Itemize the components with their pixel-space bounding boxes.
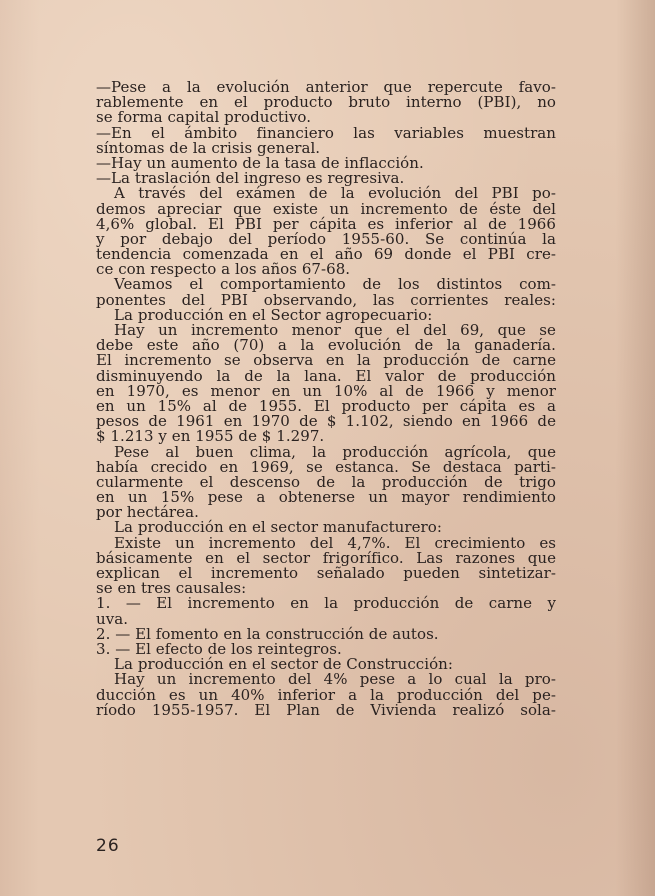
text-line: —Pese a la evolución anterior que repercute favo- [96,78,556,96]
text-line: ponentes del PBI observando, las corrientes reales: [96,290,556,309]
text-line: cularmente el descenso de la producción de trigo [96,472,556,491]
text-line: 2. — El fomento en la construcción de autos. [96,624,439,643]
text-line: Pese al buen clima, la producción agrícola, que [114,442,556,461]
text-line: en 1970, es menor en un 10% al de 1966 y menor [96,381,556,400]
text-line: Veamos el comportamiento de los distintos com- [114,275,556,294]
text-line: —En el ámbito financiero las variables muestran [96,123,556,142]
text-line: ducción es un 40% inferior a la producción del pe- [96,685,556,704]
text-line: La producción en el sector manufacturero: [114,518,442,537]
body-text [96,80,556,718]
text-line: Hay un incremento menor que el del 69, que se [114,321,556,339]
text-line: —La traslación del ingreso es regresiva. [96,169,405,188]
text-line: 1. — El incremento en la producción de carne y [96,594,556,613]
text-line: ríodo 1955-1957. El Plan de Vivienda realizó sola- [96,700,556,719]
text-line: 3. — El efecto de los reintegros. [96,639,342,658]
text-line: 4,6% global. El PBI per cápita es inferior al de 1966 [96,214,556,233]
text-line: A través del exámen de la evolución del PBI po- [114,184,556,203]
text-line: rablemente en el producto bruto interno (PBI), no [96,93,556,112]
text-line: pesos de 1961 en 1970 de $ 1.102, siendo en 1966 de [96,412,556,431]
text-line: y por debajo del período 1955-60. Se continúa la [96,229,556,248]
text-line: demos apreciar que existe un incremento de éste del [96,199,556,218]
text-line: en un 15% pese a obtenerse un mayor rendimiento [96,488,556,507]
text-line: Existe un incremento del 4,7%. El crecimiento es [114,533,556,552]
text-line: se en tres causales: [96,579,247,598]
text-line: Hay un incremento del 4% pese a lo cual la pro- [114,670,556,689]
text-line: La producción en el sector de Construcción: [114,655,453,674]
text-line: había crecido en 1969, se estanca. Se destaca parti- [96,457,556,476]
text-line: básicamente en el sector frigorífico. Las razones que [96,548,556,567]
text-line: ce con respecto a los años 67-68. [96,260,351,279]
text-line: se forma capital productivo. [96,108,312,127]
text-line: por hectárea. [96,503,199,522]
text-line: disminuyendo la de la lana. El valor de producción [96,366,556,385]
text-line: El incremento se observa en la producción de carne [96,351,556,370]
text-line: síntomas de la crisis general. [96,138,321,157]
text-line: $ 1.213 y en 1955 de $ 1.297. [96,427,325,446]
page-number: 26 [96,836,120,856]
text-line: en un 15% al de 1955. El producto per cápita es a [96,396,556,415]
text-line: —Hay un aumento de la tasa de inflacción. [96,153,424,172]
text-line: uva. [96,609,129,628]
text-line: La producción en el Sector agropecuario: [114,305,433,324]
text-line: tendencia comenzada en el año 69 donde el PBI cre- [96,245,556,264]
text-line: debe este año (70) a la evolución de la ganadería. [96,336,556,355]
text-line: explican el incremento señalado pueden sintetizar- [96,564,556,582]
